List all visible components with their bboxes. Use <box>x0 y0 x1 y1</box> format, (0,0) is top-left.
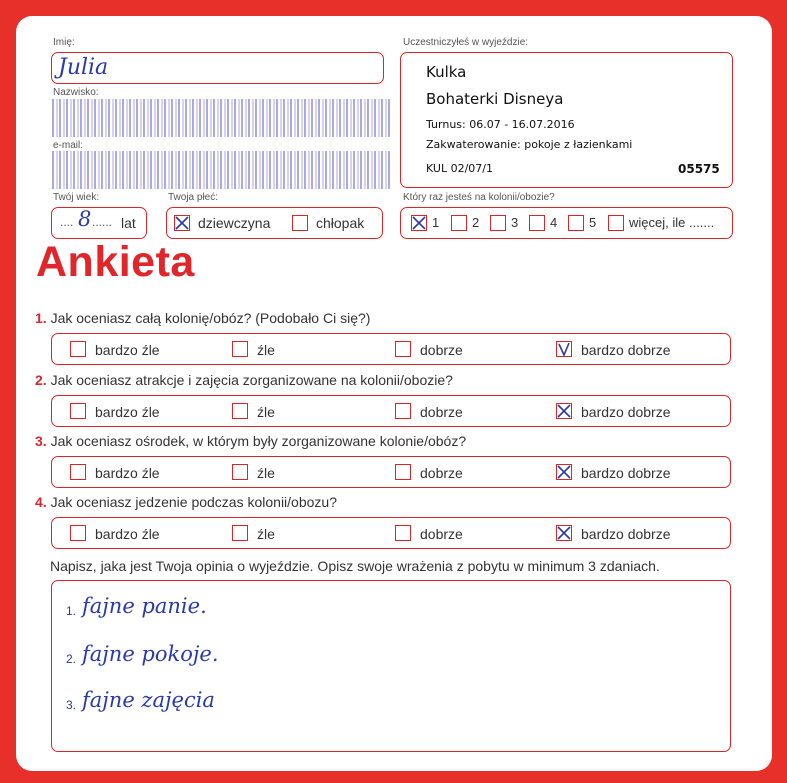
question-4-option-0: bardzo źle <box>95 526 160 542</box>
gender-checkbox-1[interactable] <box>292 215 308 231</box>
question-2-option-2: dobrze <box>420 404 463 420</box>
opinion-line-2-number: 2. <box>66 652 77 666</box>
question-3-option-3: bardzo dobrze <box>581 465 671 481</box>
imie-label: Imię: <box>53 37 75 48</box>
question-1-option-0: bardzo źle <box>95 342 160 358</box>
age-label: Twój wiek: <box>53 192 100 203</box>
zakwaterowanie-text: Zakwaterowanie: pokoje z łazienkami <box>426 138 633 151</box>
times-option-label-3: 4 <box>550 215 558 230</box>
question-3-checkbox-0[interactable] <box>70 464 86 480</box>
numer-text: 05575 <box>678 162 720 176</box>
question-3-option-2: dobrze <box>420 465 463 481</box>
gender-label: Twoja płeć: <box>168 192 219 203</box>
question-4-checkbox-0[interactable] <box>70 525 86 541</box>
question-4-checkbox-3[interactable] <box>556 525 572 541</box>
question-2-checkbox-2[interactable] <box>395 403 411 419</box>
question-2-checkbox-3[interactable] <box>556 403 572 419</box>
opinion-line-3-text: fajne zajęcia <box>82 688 215 712</box>
times-label: Który raz jesteś na kolonii/obozie? <box>403 192 555 203</box>
question-3-text <box>35 433 466 449</box>
question-3-checkbox-2[interactable] <box>395 464 411 480</box>
question-1-checkbox-2[interactable] <box>395 341 411 357</box>
question-1-option-1: źle <box>257 342 275 358</box>
opinion-line-2-text: fajne pokoje. <box>82 642 219 666</box>
trip-info-box <box>400 52 733 188</box>
question-2-option-3: bardzo dobrze <box>581 404 671 420</box>
question-3-checkbox-1[interactable] <box>232 464 248 480</box>
question-3-checkbox-3[interactable] <box>556 464 572 480</box>
age-dots-suffix: ...... <box>92 215 113 229</box>
times-option-label-2: 3 <box>511 215 519 230</box>
question-3-option-0: bardzo źle <box>95 465 160 481</box>
email-label: e-mail: <box>53 140 84 151</box>
question-1-checkbox-1[interactable] <box>232 341 248 357</box>
opinion-line-1-number: 1. <box>66 604 77 618</box>
opinion-prompt: Napisz, jaka jest Twoja opinia o wyjeździe. Opisz swoje wrażenia z pobytu w minimum 3 zdaniach. <box>50 558 660 574</box>
times-option-label-0: 1 <box>432 215 440 230</box>
question-2-number: 2. <box>35 372 47 388</box>
times-option-label-5: więcej, ile ....... <box>629 215 715 230</box>
opinion-line-3-number: 3. <box>66 698 77 712</box>
uczestnik-label: Uczestniczyłeś w wyjeździe: <box>403 37 529 48</box>
age-dots-prefix: .... <box>60 215 74 229</box>
nazwisko-label: Nazwisko: <box>53 87 99 98</box>
age-value: 8 <box>78 207 92 231</box>
question-4-text <box>35 494 337 510</box>
info-line-2: Bohaterki Disneya <box>426 90 564 108</box>
times-checkbox-4[interactable] <box>568 215 584 231</box>
age-field[interactable] <box>51 207 147 239</box>
question-1-option-2: dobrze <box>420 342 463 358</box>
question-1-checkbox-0[interactable] <box>70 341 86 357</box>
times-option-label-1: 2 <box>472 215 480 230</box>
opinion-line-1-text: fajne panie. <box>82 594 207 618</box>
question-2-text <box>35 372 453 388</box>
kod-text: KUL 02/07/1 <box>426 162 493 175</box>
question-2-checkbox-0[interactable] <box>70 403 86 419</box>
question-4-option-1: źle <box>257 526 275 542</box>
question-1-text <box>35 310 370 326</box>
question-4-checkbox-1[interactable] <box>232 525 248 541</box>
question-3-number: 3. <box>35 433 47 449</box>
question-3-option-1: źle <box>257 465 275 481</box>
info-line-1: Kulka <box>426 63 467 81</box>
question-1-option-3: bardzo dobrze <box>581 342 671 358</box>
question-3-label: Jak oceniasz ośrodek, w którym były zorganizowane kolonie/obóz? <box>46 433 467 449</box>
times-checkbox-5[interactable] <box>608 215 624 231</box>
question-2-label: Jak oceniasz atrakcje i zajęcia zorganizowane na kolonii/obozie? <box>46 372 453 388</box>
turnus-text: Turnus: 06.07 - 16.07.2016 <box>426 118 575 131</box>
question-2-checkbox-1[interactable] <box>232 403 248 419</box>
question-4-checkbox-2[interactable] <box>395 525 411 541</box>
times-checkbox-3[interactable] <box>529 215 545 231</box>
imie-value: Julia <box>58 55 109 80</box>
question-4-option-2: dobrze <box>420 526 463 542</box>
question-1-number: 1. <box>35 310 47 326</box>
gender-checkbox-0[interactable] <box>174 215 190 231</box>
question-4-label: Jak oceniasz jedzenie podczas kolonii/obozu? <box>46 494 337 510</box>
times-checkbox-2[interactable] <box>490 215 506 231</box>
page-title: Ankieta <box>36 238 195 286</box>
gender-option-label-1: chłopak <box>316 215 365 231</box>
question-2-option-0: bardzo źle <box>95 404 160 420</box>
gender-option-label-0: dziewczyna <box>198 215 271 231</box>
times-option-label-4: 5 <box>589 215 597 230</box>
times-checkbox-0[interactable] <box>411 215 427 231</box>
question-1-label: Jak oceniasz całą kolonię/obóz? (Podobało Ci się?) <box>46 310 371 326</box>
question-2-option-1: źle <box>257 404 275 420</box>
question-1-checkbox-3[interactable] <box>556 341 572 357</box>
age-unit: lat <box>121 215 136 231</box>
question-4-number: 4. <box>35 494 47 510</box>
times-checkbox-1[interactable] <box>451 215 467 231</box>
imie-field[interactable] <box>51 52 384 84</box>
nazwisko-redacted <box>52 99 390 137</box>
question-4-option-3: bardzo dobrze <box>581 526 671 542</box>
email-redacted <box>52 151 390 189</box>
